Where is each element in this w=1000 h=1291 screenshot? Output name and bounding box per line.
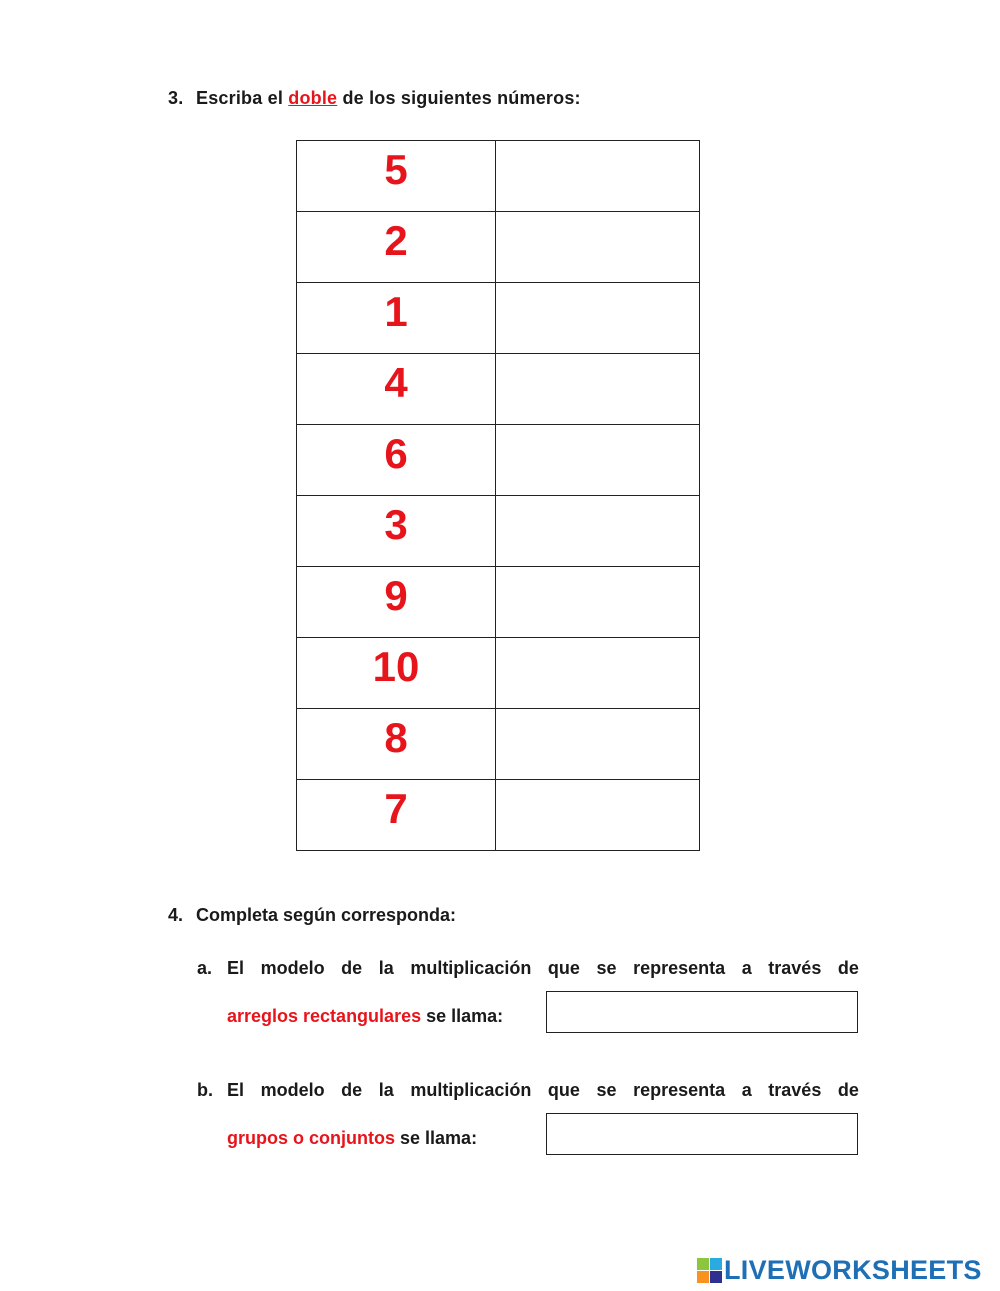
table-row bbox=[297, 212, 700, 283]
number-cell: 1 bbox=[297, 283, 496, 354]
number-cell: 4 bbox=[297, 354, 496, 425]
answer-cell bbox=[496, 283, 700, 354]
answer-cell bbox=[496, 141, 700, 212]
sentence-word: multiplicación bbox=[410, 1080, 532, 1100]
answer-cell bbox=[496, 780, 700, 851]
answer-cell bbox=[496, 425, 700, 496]
sentence-word: El bbox=[227, 958, 245, 978]
sentence-word: la bbox=[378, 1080, 394, 1100]
number-cell: 2 bbox=[297, 212, 496, 283]
question-3-number: 3. bbox=[168, 88, 184, 108]
number-cell: 7 bbox=[297, 780, 496, 851]
doubles-table bbox=[296, 140, 700, 851]
number-cell: 9 bbox=[297, 567, 496, 638]
answer-cell bbox=[496, 212, 700, 283]
table-row bbox=[297, 709, 700, 780]
sentence-word: se bbox=[596, 958, 617, 978]
sentence-word: que bbox=[547, 1080, 580, 1100]
sentence-word: de bbox=[837, 958, 859, 978]
sentence-word: multiplicación bbox=[410, 958, 532, 978]
question-4-heading bbox=[168, 905, 456, 926]
logo-blocks-icon bbox=[697, 1258, 722, 1283]
sentence-word: modelo bbox=[260, 958, 325, 978]
number-cell: 6 bbox=[297, 425, 496, 496]
question-3-text-before: Escriba el bbox=[196, 88, 284, 108]
sentence-word: a bbox=[741, 958, 752, 978]
question-4-number: 4. bbox=[168, 905, 184, 925]
table-row bbox=[297, 567, 700, 638]
answer-cell bbox=[496, 567, 700, 638]
logo-block bbox=[710, 1258, 722, 1270]
item-b-answer-input[interactable] bbox=[546, 1113, 858, 1155]
item-b-highlight: grupos o conjuntos bbox=[227, 1128, 395, 1148]
number-cell: 5 bbox=[297, 141, 496, 212]
sentence-word: través bbox=[768, 958, 822, 978]
question-3-highlight: doble bbox=[288, 88, 338, 108]
item-a-letter: a. bbox=[197, 958, 213, 978]
table-row bbox=[297, 780, 700, 851]
item-a-sentence bbox=[227, 958, 859, 979]
number-cell: 3 bbox=[297, 496, 496, 567]
sentence-word: El bbox=[227, 1080, 245, 1100]
sentence-word: la bbox=[378, 958, 394, 978]
sentence-word: se bbox=[596, 1080, 617, 1100]
answer-cell bbox=[496, 709, 700, 780]
double-answer-input[interactable] bbox=[496, 141, 699, 211]
double-answer-input[interactable] bbox=[496, 496, 699, 566]
table-row bbox=[297, 141, 700, 212]
item-b-second-line bbox=[227, 1128, 477, 1149]
sentence-word: a bbox=[741, 1080, 752, 1100]
double-answer-input[interactable] bbox=[496, 780, 699, 850]
table-row bbox=[297, 638, 700, 709]
answer-cell bbox=[496, 496, 700, 567]
double-answer-input[interactable] bbox=[496, 638, 699, 708]
double-answer-input[interactable] bbox=[496, 709, 699, 779]
number-cell: 10 bbox=[297, 638, 496, 709]
table-row bbox=[297, 354, 700, 425]
sentence-word: representa bbox=[633, 958, 726, 978]
sentence-word: través bbox=[768, 1080, 822, 1100]
answer-cell bbox=[496, 638, 700, 709]
double-answer-input[interactable] bbox=[496, 283, 699, 353]
sentence-word: que bbox=[547, 958, 580, 978]
sentence-word: modelo bbox=[260, 1080, 325, 1100]
logo-text: LIVEWORKSHEETS bbox=[724, 1254, 982, 1285]
answer-cell bbox=[496, 354, 700, 425]
item-b-letter: b. bbox=[197, 1080, 213, 1100]
logo-block bbox=[710, 1271, 722, 1283]
double-answer-input[interactable] bbox=[496, 354, 699, 424]
item-a-suffix: se llama: bbox=[426, 1006, 504, 1026]
number-cell: 8 bbox=[297, 709, 496, 780]
question-3-heading bbox=[168, 88, 581, 109]
item-b-sentence bbox=[227, 1080, 859, 1101]
table-row bbox=[297, 496, 700, 567]
question-4-text: Completa según corresponda: bbox=[196, 905, 457, 925]
table-row bbox=[297, 425, 700, 496]
double-answer-input[interactable] bbox=[496, 567, 699, 637]
logo-block bbox=[697, 1271, 709, 1283]
double-answer-input[interactable] bbox=[496, 425, 699, 495]
sentence-word: representa bbox=[633, 1080, 726, 1100]
sentence-word: de bbox=[837, 1080, 859, 1100]
logo-block bbox=[697, 1258, 709, 1270]
item-b-suffix: se llama: bbox=[400, 1128, 478, 1148]
item-a-second-line bbox=[227, 1006, 503, 1027]
question-3-text-after: de los siguientes números: bbox=[342, 88, 581, 108]
item-a-answer-input[interactable] bbox=[546, 991, 858, 1033]
item-a-highlight: arreglos rectangulares bbox=[227, 1006, 422, 1026]
liveworksheets-logo[interactable] bbox=[697, 1255, 982, 1285]
double-answer-input[interactable] bbox=[496, 212, 699, 282]
sentence-word: de bbox=[341, 1080, 363, 1100]
table-row bbox=[297, 283, 700, 354]
sentence-word: de bbox=[341, 958, 363, 978]
